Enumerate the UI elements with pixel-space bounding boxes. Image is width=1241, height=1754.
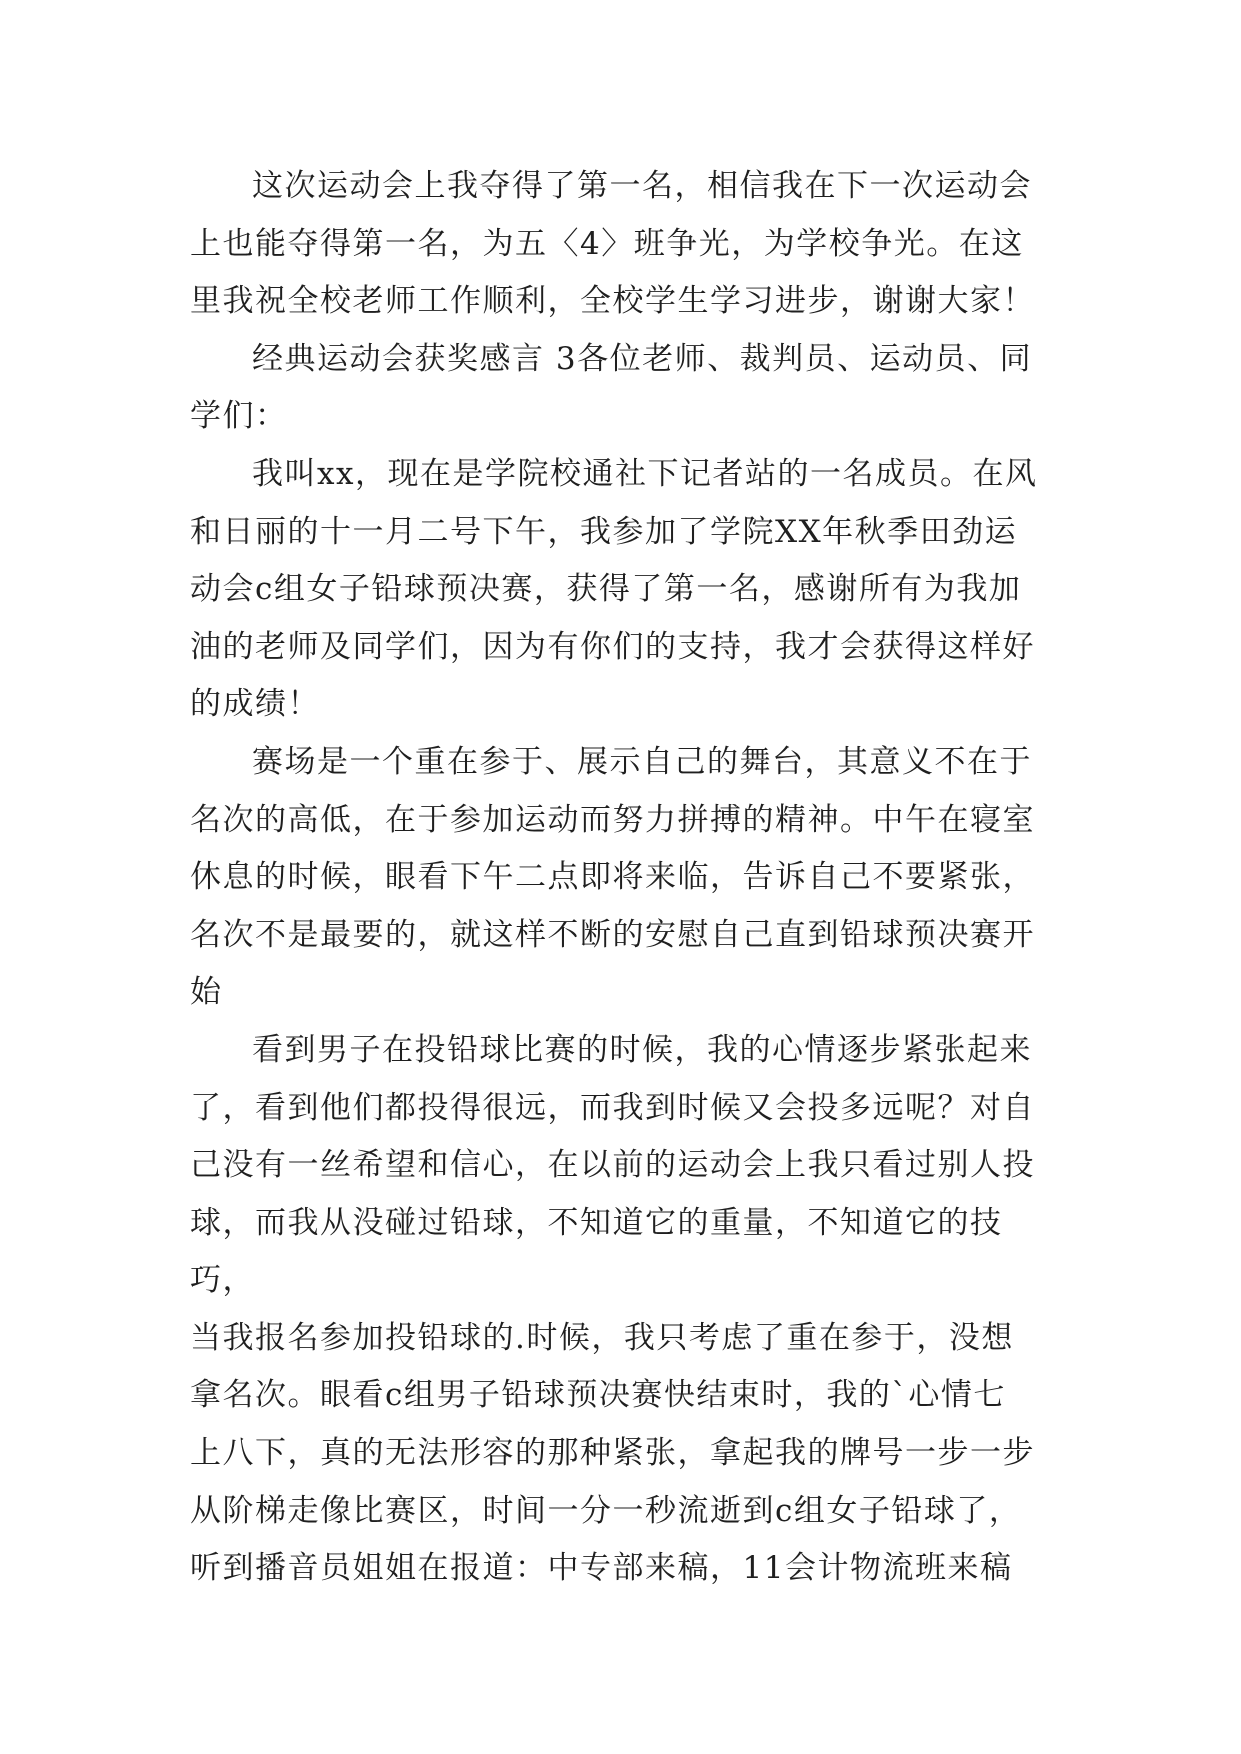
paragraph-3: 我叫xx，现在是学院校通社下记者站的一名成员。在风 和日丽的十一月二号下午，我参加了学院XX年秋季田劲运 动会c组女子铅球预决赛，获得了第一名，感谢所有为我加 油的老师及同学们，因为有你们的支持，我才会获得这样好 的成绩！ xyxy=(190,455,1038,723)
document-body xyxy=(190,158,1050,1598)
paragraph-4: 赛场是一个重在参于、展示自己的舞台，其意义不在于 名次的高低，在于参加运动而努力拼搏的精神。中午在寝室 休息的时候，眼看下午二点即将来临，告诉自己不要紧张， 名次不是最要的，就这样不断的安慰自己直到铅球预决赛开 始 xyxy=(190,743,1035,1011)
paragraph-5: 看到男子在投铅球比赛的时候，我的心情逐步紧张起来 了，看到他们都投得很远，而我到时候又会投多远呢？对自 己没有一丝希望和信心，在以前的运动会上我只看过别人投 球，而我从没碰过铅球，不知道它的重量，不知道它的技巧， 当我报名参加投铅球的.时候，我只考虑了重在参于，没想 拿名次。眼看c组男子铅球预决赛快结束时，我的`心情七 上八下，真的无法形容的那种紧张，拿起我的牌号一步一步 从阶梯走像比赛区，时间一分一秒流逝到c组女子铅球了， 听到播音员姐姐在报道：中专部来稿，11会计物流班来稿 xyxy=(190,1031,1035,1587)
paragraph-2: 经典运动会获奖感言 3各位老师、裁判员、运动员、同 学们： xyxy=(190,340,1033,435)
paragraph-1: 这次运动会上我夺得了第一名，相信我在下一次运动会 上也能夺得第一名，为五〈4〉班争光，为学校争光。在这 里我祝全校老师工作顺利，全校学生学习进步，谢谢大家！ xyxy=(190,168,1035,320)
